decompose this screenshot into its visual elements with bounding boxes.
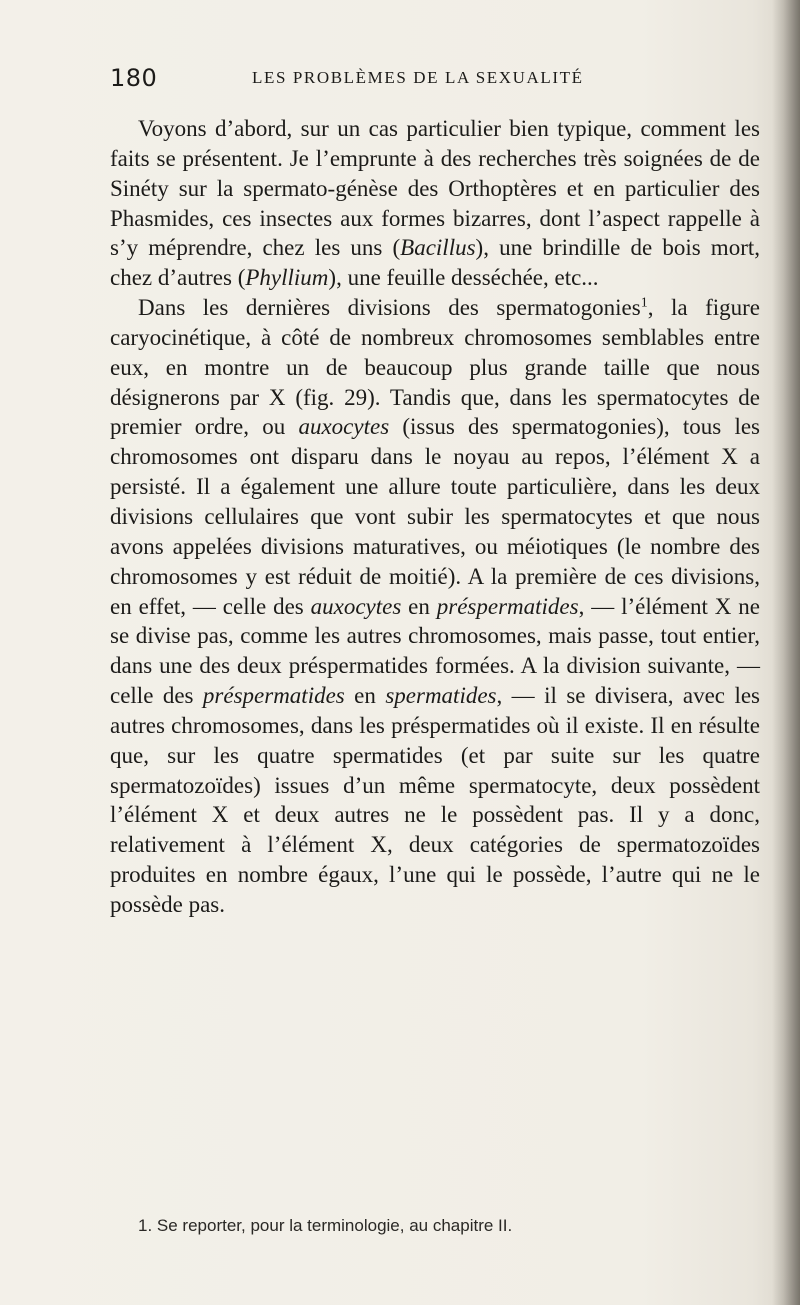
italic-term-prespermatides: préspermatides (202, 683, 345, 709)
italic-term-prespermatides: préspermatides (436, 593, 579, 619)
italic-term-auxocytes: auxocytes (298, 414, 390, 440)
italic-term-phyllium: Phyllium (245, 265, 329, 291)
running-head (110, 64, 750, 92)
main-text (110, 114, 760, 920)
italic-term-spermatides: spermatides (385, 683, 497, 709)
running-title: LES PROBLÈMES DE LA SEXUALITÉ (252, 68, 584, 87)
paragraph-2: Dans les dernières divisions des spermatogonies$^1$, la figure caryocinétique, à côté de nombreux chromosomes semblables entre eux, en montre un de beaucoup plus grande taille que nous désignerons par X (fig. 29). Tandis que, dans les spermatocytes de premier ordre, ou auxocytes (issus des spermatogonies), tous les chromosomes ont disparu dans le noyau au repos, l’élément X a persisté. Il a également une allure toute particulière, dans les deux divisions cellulaires que vont subir les spermatocytes et que nous avons appelées divisions maturatives, ou méiotiques (le nombre des chromosomes y est réduit de moitié). A la première de ces divisions, en effet, — celle des auxocytes en préspermatides, — l’élément X ne se divise pas, comme les autres chromosomes, mais passe, tout entier, dans une des deux préspermatides formées. A la division suivante, — celle des préspermatides en spermatides, — il se divisera, avec les autres chromosomes, dans les préspermatides où il existe. Il en résulte que, sur les quatre spermatides (et par suite sur les quatre spermatozoïdes) issues d’un même spermatocyte, deux possèdent l’élément X et deux autres ne le possèdent pas. Il y a donc, relativement à l’élément X, deux catégories de spermatozoïdes produites en nombre égaux, l’une qui le possède, l’autre qui ne le possède pas. (110, 295, 761, 917)
footnote: 1. Se reporter, pour la terminologie, au chapitre II. (138, 1216, 513, 1235)
page-edge-shadow (772, 0, 800, 1305)
paragraph-1: Voyons d’abord, sur un cas particulier bien typique, comment les faits se présentent. Je l’emprunte à des recherches très soignées de de Sinéty sur la spermato-génèse des Orthoptères et en particulier des Phasmides, ces insectes aux formes bizarres, dont l’aspect rappelle à s’y méprendre, chez les uns (Bacillus), une brindille de bois mort, chez d’autres (Phyllium), une feuille desséchée, etc... (110, 116, 760, 291)
italic-term-bacillus: Bacillus (400, 235, 476, 261)
italic-term-auxocytes: auxocytes (310, 593, 402, 619)
footnote-reference[interactable]: 1 (640, 295, 648, 311)
page-number: 180 (110, 64, 158, 92)
